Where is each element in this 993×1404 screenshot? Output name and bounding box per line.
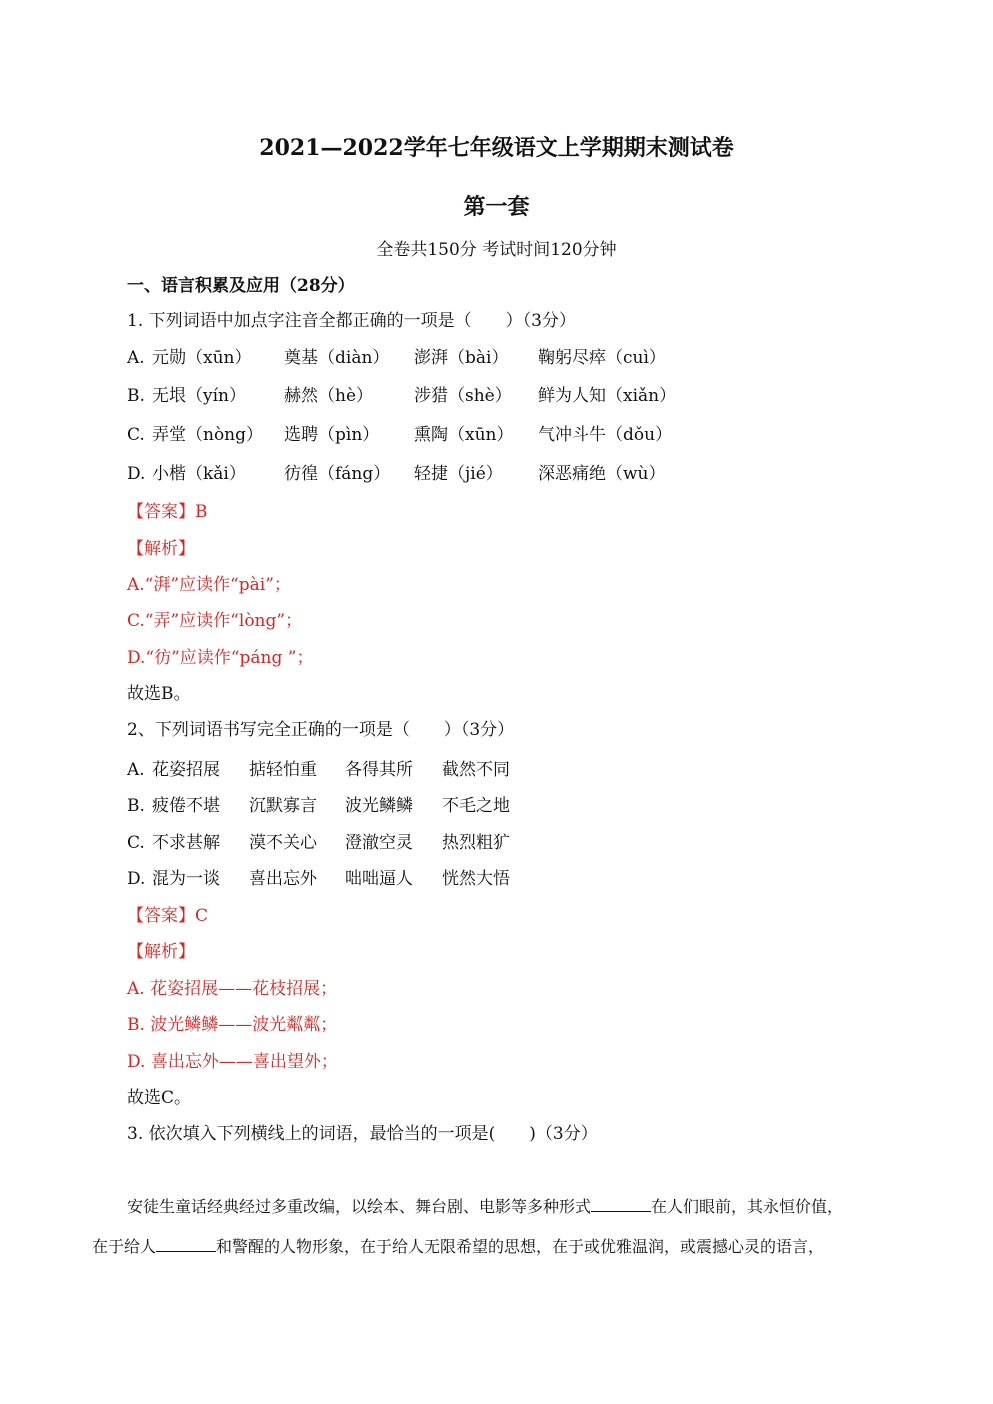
q2-option-item: 咄咄逼人: [345, 869, 413, 889]
q3-passage-text: 和警醒的人物形象，在于给人无限希望的思想，在于或优雅温润，或震撼心灵的语言，: [216, 1237, 825, 1256]
q1-option-label: B.: [127, 386, 145, 406]
q1-option-item: 弄堂（nòng）: [152, 425, 264, 445]
q3-passage-text: 在人们眼前，其永恒价值，: [651, 1197, 844, 1216]
q1-option-item: 小楷（kǎi）: [152, 464, 246, 484]
q1-option-item: 轻捷（jié）: [414, 464, 503, 484]
q1-answer: 【答案】B: [127, 502, 208, 522]
section-heading: 一、语言积累及应用（28分）: [127, 276, 355, 296]
q1-option-item: 赫然（hè）: [284, 386, 374, 406]
q2-option-item: 喜出忘外: [249, 869, 317, 889]
q1-option-item: 奠基（diàn）: [284, 348, 390, 368]
q1-option-item: 彷徨（fáng）: [284, 464, 391, 484]
q2-analysis-line: A. 花姿招展——花枝招展；: [127, 979, 338, 999]
q1-conclusion: 故选B。: [127, 684, 191, 704]
exam-info: 全卷共150分 考试时间120分钟: [376, 240, 617, 260]
q2-option-item: 混为一谈: [152, 869, 220, 889]
q2-option-label: C.: [127, 833, 145, 853]
q2-analysis-line: D. 喜出忘外——喜出望外；: [127, 1052, 338, 1072]
q2-option-label: B.: [127, 796, 145, 816]
q2-option-item: 疲倦不堪: [152, 796, 220, 816]
q2-option-item: 截然不同: [442, 760, 510, 780]
q2-option-item: 掂轻怕重: [249, 760, 317, 780]
q2-option-item: 各得其所: [345, 760, 413, 780]
page-title: 2021—2022学年七年级语文上学期期末测试卷: [259, 135, 734, 161]
q1-stem: 1. 下列词语中加点字注音全都正确的一项是（ ）（3分）: [127, 311, 576, 331]
q1-option-item: 鲜为人知（xiǎn）: [538, 386, 677, 406]
q1-analysis-label: 【解析】: [127, 539, 195, 559]
page-subtitle: 第一套: [463, 194, 530, 220]
q2-option-label: A.: [127, 760, 145, 780]
q2-conclusion: 故选C。: [127, 1088, 192, 1108]
q2-option-item: 漠不关心: [249, 833, 317, 853]
q3-passage-line-1: [92, 1196, 912, 1218]
q1-analysis-line: A.“湃”应读作“pài”；: [127, 575, 291, 595]
q1-option-label: D.: [127, 464, 146, 484]
q1-option-item: 无垠（yín）: [152, 386, 246, 406]
q1-option-item: 深恶痛绝（wù）: [538, 464, 666, 484]
q2-option-item: 波光鳞鳞: [345, 796, 413, 816]
q1-option-label: C.: [127, 425, 145, 445]
q1-option-item: 选聘（pìn）: [284, 425, 380, 445]
q1-analysis-line: C.“弄”应读作“lòng”；: [127, 611, 303, 631]
q2-analysis-label: 【解析】: [127, 942, 195, 962]
q2-option-item: 花姿招展: [152, 760, 220, 780]
q2-option-item: 沉默寡言: [249, 796, 317, 816]
q3-passage-text: 安徒生童话经典经过多重改编，以绘本、舞台剧、电影等多种形式: [127, 1197, 592, 1216]
q3-passage-line-2: [92, 1236, 912, 1258]
q2-option-item: 不求甚解: [152, 833, 220, 853]
q2-option-item: 恍然大悟: [442, 869, 510, 889]
q1-analysis-line: D.“彷”应读作“páng ”；: [127, 648, 314, 668]
q2-answer: 【答案】C: [127, 906, 209, 926]
fill-blank[interactable]: [156, 1237, 216, 1252]
q1-option-item: 熏陶（xūn）: [414, 425, 514, 445]
q1-option-item: 元勋（xūn）: [152, 348, 252, 368]
q2-analysis-line: B. 波光鳞鳞——波光粼粼；: [127, 1015, 338, 1035]
q1-option-item: 涉猎（shè）: [414, 386, 512, 406]
q1-option-label: A.: [127, 348, 145, 368]
q2-stem: 2、下列词语书写完全正确的一项是（ ）（3分）: [127, 720, 515, 740]
q1-option-item: 鞠躬尽瘁（cuì）: [538, 348, 666, 368]
q2-option-item: 热烈粗犷: [442, 833, 510, 853]
q1-option-item: 气冲斗牛（dǒu）: [538, 425, 673, 445]
q2-option-label: D.: [127, 869, 146, 889]
q3-stem: 3. 依次填入下列横线上的词语，最恰当的一项是( )（3分）: [127, 1124, 598, 1144]
fill-blank[interactable]: [591, 1197, 651, 1212]
q2-option-item: 不毛之地: [442, 796, 510, 816]
q1-option-item: 澎湃（bài）: [414, 348, 509, 368]
q3-passage-text: 在于给人: [92, 1237, 157, 1256]
q2-option-item: 澄澈空灵: [345, 833, 413, 853]
